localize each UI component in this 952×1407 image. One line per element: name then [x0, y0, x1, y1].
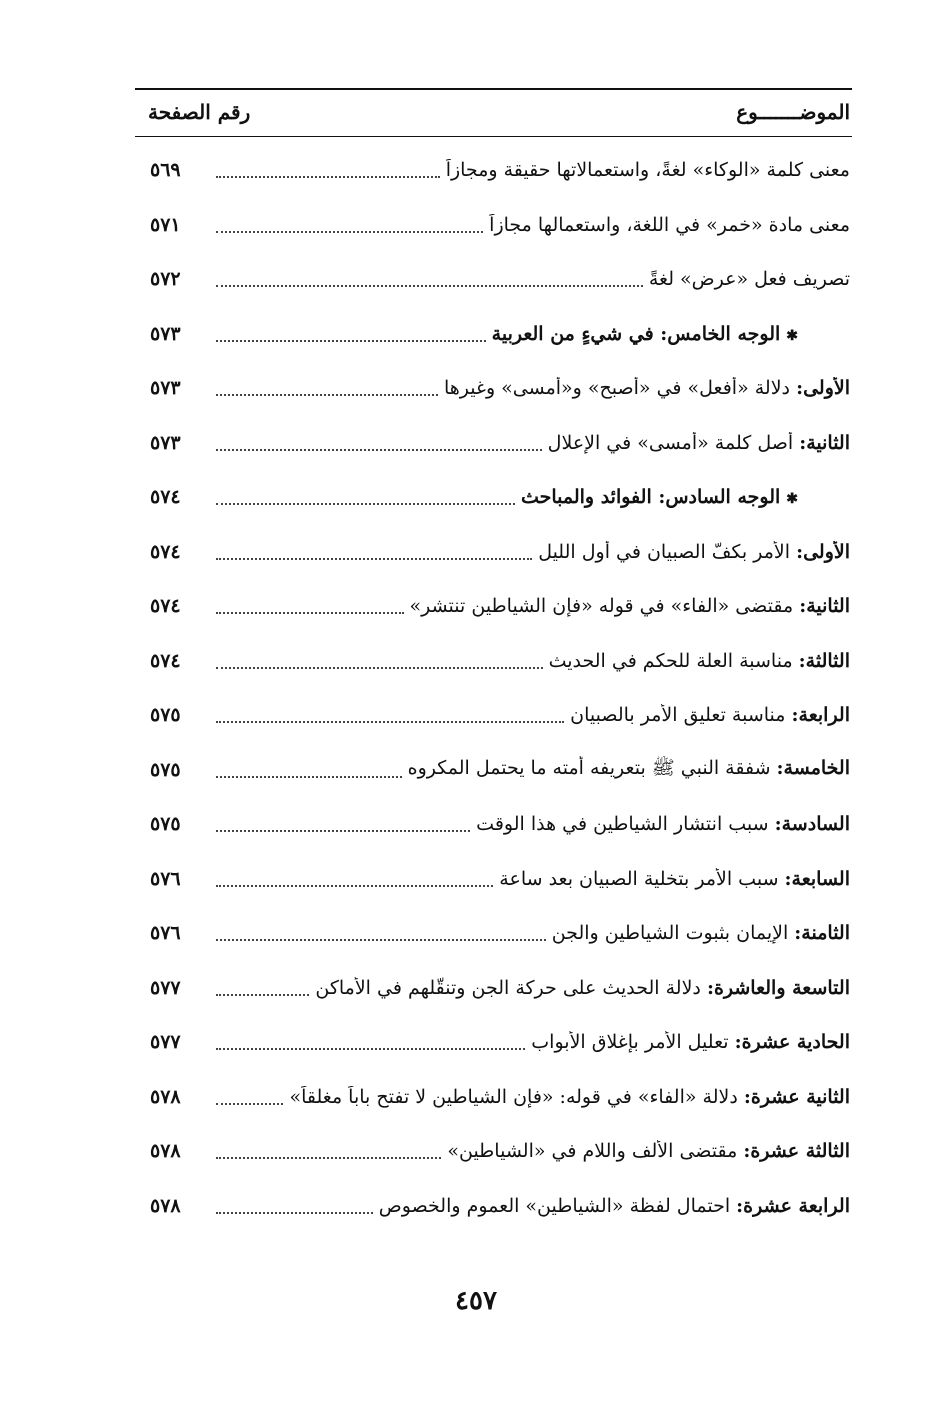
toc-page-number: ٥٧١ [150, 213, 181, 236]
toc-entry-title [447, 1140, 850, 1162]
toc-section-heading [150, 470, 850, 525]
toc-entry-title [444, 377, 850, 399]
toc-entry-text: مقتضى الألف واللام في «الشياطين» [447, 1140, 744, 1163]
toc-entry-text: معنى كلمة «الوكاء» لغةً، واستعمالاتها حقيقة ومجازاً [445, 159, 850, 182]
dot-leader [216, 394, 438, 396]
toc-entry [150, 797, 850, 852]
toc-entry-title [476, 813, 850, 835]
toc-section-heading [150, 307, 850, 362]
toc-page-number: ٥٧٤ [150, 540, 181, 563]
dot-leader [216, 612, 404, 614]
toc-entry-text: معنى مادة «خمر» في اللغة، واستعمالها مجازاً [489, 213, 850, 236]
dot-leader [216, 667, 543, 669]
dot-leader [216, 503, 515, 505]
toc-page-number: ٥٧٢ [150, 268, 181, 291]
dot-leader [216, 1048, 525, 1050]
toc-entry-lead: الحادية عشرة: [734, 1031, 850, 1054]
toc-entry-lead: السادسة: [774, 813, 850, 836]
toc-entry-title [521, 486, 850, 508]
toc-entry-text: أصل كلمة «أمسى» في الإعلال [547, 431, 800, 454]
toc-entry-text: مناسبة تعليق الأمر بالصبيان [570, 704, 792, 727]
toc-page-number: ٥٧٦ [150, 867, 181, 890]
toc-entry [150, 1015, 850, 1070]
toc-entry-text: شفقة النبي ﷺ بتعريفه أمته ما يحتمل المكروه [407, 756, 777, 779]
toc-entry [150, 416, 850, 471]
toc-entry [150, 743, 850, 798]
toc-page-number: ٥٧٣ [150, 431, 181, 454]
toc-page-number: ٥٧٨ [150, 1140, 181, 1163]
toc-page-number: ٥٧٧ [150, 1031, 181, 1054]
toc-page-number: ٥٧٥ [150, 704, 181, 727]
toc-entry-lead: الخامسة: [776, 756, 850, 779]
dot-leader [216, 1212, 373, 1214]
toc-entry-title [548, 432, 850, 454]
page-column-header: رقم الصفحة [148, 100, 251, 124]
toc-entry-text: الوجه السادس: الفوائد والمباحث [520, 486, 781, 509]
toc-entry-text: دلالة «الفاء» في قوله: «فإن الشياطين لا تفتح باباً مغلقاً» [289, 1085, 744, 1108]
toc-entry-title [499, 868, 850, 890]
dot-leader [216, 1103, 283, 1105]
toc-entry-title [538, 541, 850, 563]
toc-entry-lead: الثالثة عشرة: [743, 1140, 850, 1163]
topic-column-header: الموضـــــــوع [736, 100, 850, 124]
toc-entry-title [408, 756, 850, 784]
toc-page-number: ٥٧٦ [150, 922, 181, 945]
dot-leader [216, 830, 470, 832]
toc-entry-lead: الأولى: [796, 377, 850, 400]
toc-page-number: ٥٧٧ [150, 976, 181, 999]
toc-entry-lead: الثانية: [799, 595, 850, 618]
header-rule [135, 136, 852, 137]
toc-entry-lead: الثالثة: [798, 649, 850, 672]
toc-entry-lead: الثانية: [799, 431, 850, 454]
toc-page-number: ٥٧٤ [150, 486, 181, 509]
toc-entry-text: تعليل الأمر بإغلاق الأبواب [531, 1031, 735, 1054]
toc-entry-title [649, 268, 850, 290]
toc-entry-text: مناسبة العلة للحكم في الحديث [548, 649, 799, 672]
dot-leader [216, 776, 402, 778]
toc-entry-title [315, 977, 850, 999]
toc-entry-lead: الرابعة عشرة: [736, 1194, 850, 1217]
toc-entry-text: سبب الأمر بتخلية الصبيان بعد ساعة [499, 867, 785, 890]
toc-entry-title [552, 922, 850, 944]
toc-entry [150, 252, 850, 307]
toc-page-number: ٥٧٨ [150, 1085, 181, 1108]
toc-entry-lead: التاسعة والعاشرة: [706, 976, 850, 999]
toc-entry-text: مقتضى «الفاء» في قوله «فإن الشياطين تنتشر» [409, 595, 800, 618]
toc-entry-text: احتمال لفظة «الشياطين» العموم والخصوص [378, 1194, 737, 1217]
toc-page-number: ٥٧٤ [150, 649, 181, 672]
dot-leader [216, 885, 493, 887]
toc-entry [150, 961, 850, 1016]
toc-page-number: ٥٧٨ [150, 1194, 181, 1217]
toc-entry-text: دلالة «أفعل» في «أصبح» و«أمسى» وغيرها [444, 377, 797, 400]
toc-entry-title [410, 595, 851, 617]
toc-entry [150, 688, 850, 743]
toc-entry [150, 143, 850, 198]
toc-entry-lead: الأولى: [796, 540, 850, 563]
toc-entry-text: تصريف فعل «عرض» لغةً [648, 268, 850, 291]
toc-entry [150, 852, 850, 907]
toc-entry [150, 1124, 850, 1179]
toc-page-number: ٥٦٩ [150, 159, 181, 182]
toc-entry-title [379, 1195, 850, 1217]
toc-page-number: ٥٧٤ [150, 595, 181, 618]
toc-page-number: ٥٧٣ [150, 377, 181, 400]
dot-leader [216, 285, 643, 287]
table-of-contents [150, 143, 850, 1233]
toc-entry [150, 579, 850, 634]
toc-page-number: ٥٧٥ [150, 813, 181, 836]
dot-leader [216, 558, 532, 560]
dot-leader [216, 340, 486, 342]
dot-leader [216, 721, 564, 723]
toc-entry-title [531, 1031, 850, 1053]
toc-entry-title [489, 214, 850, 236]
toc-entry-text: الوجه الخامس: في شيءٍ من العربية [491, 322, 781, 345]
page-number: ٤٥٧ [455, 1286, 497, 1316]
toc-page-number: ٥٧٣ [150, 322, 181, 345]
dot-leader [216, 994, 309, 996]
toc-entry [150, 1070, 850, 1125]
toc-entry [150, 525, 850, 580]
dot-leader [216, 231, 483, 233]
toc-entry-lead: الثامنة: [794, 922, 850, 945]
toc-entry-title [446, 159, 850, 181]
top-rule [135, 88, 852, 90]
toc-page-number: ٥٧٥ [150, 758, 181, 781]
toc-entry-title [570, 704, 850, 726]
dot-leader [216, 1157, 441, 1159]
toc-entry-title [492, 323, 850, 345]
toc-entry-title [549, 650, 850, 672]
toc-entry-title [289, 1086, 850, 1108]
toc-entry-text: الإيمان بثبوت الشياطين والجن [551, 922, 795, 945]
toc-entry-lead: الرابعة: [791, 704, 850, 727]
toc-entry-text: الأمر بكفّ الصبيان في أول الليل [538, 540, 797, 563]
toc-entry-text: دلالة الحديث على حركة الجن وتنقّلهم في الأماكن [315, 976, 707, 999]
toc-entry-text: سبب انتشار الشياطين في هذا الوقت [476, 813, 775, 836]
toc-entry-lead: السابعة: [784, 867, 850, 890]
toc-entry [150, 361, 850, 416]
toc-entry-lead: الثانية عشرة: [743, 1085, 850, 1108]
dot-leader [216, 449, 542, 451]
toc-entry [150, 906, 850, 961]
dot-leader [216, 939, 546, 941]
toc-entry [150, 634, 850, 689]
toc-entry [150, 198, 850, 253]
dot-leader [216, 176, 440, 178]
toc-entry [150, 1179, 850, 1234]
